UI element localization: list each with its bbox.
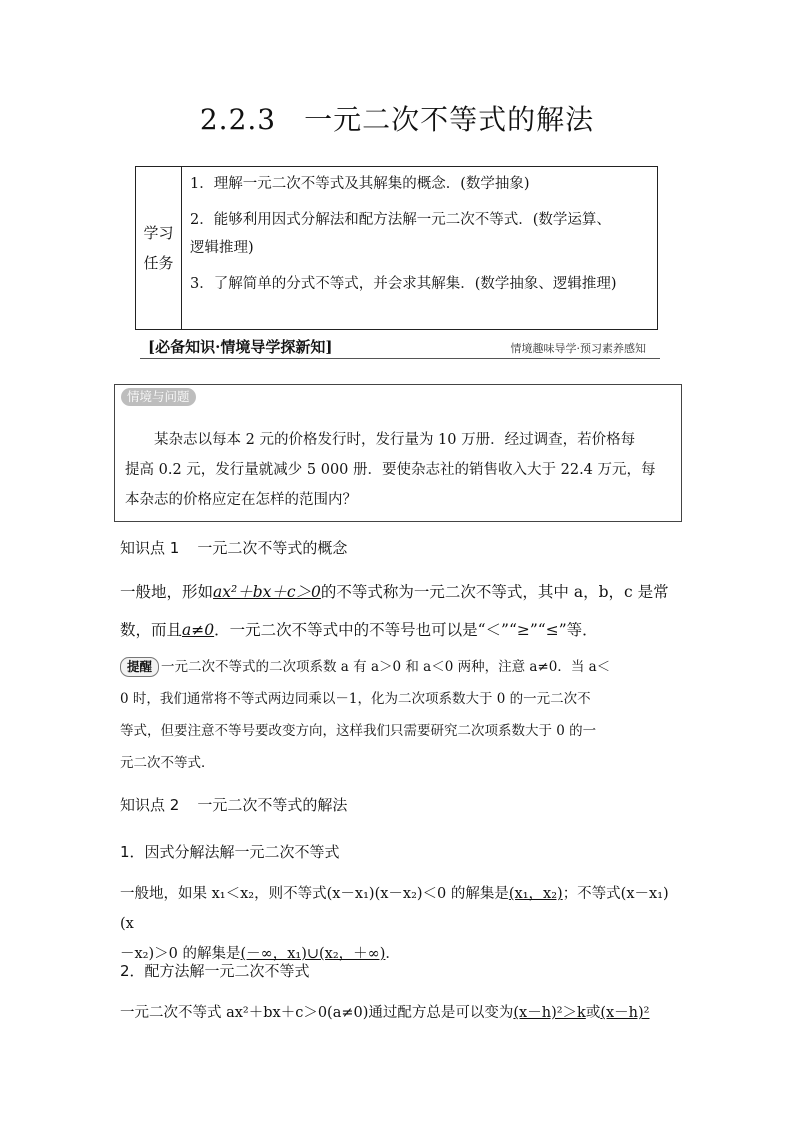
fill-blank-answer: ax²＋bx＋c＞0 xyxy=(213,583,321,601)
fill-blank-answer: (x－h)²＞k xyxy=(513,1005,586,1021)
section-number: 2.2.3 xyxy=(199,103,277,136)
section-title: 一元二次不等式的解法 xyxy=(304,103,595,136)
text-run: ． xyxy=(385,946,400,962)
tip-line-1 xyxy=(120,651,678,683)
fill-blank-answer: (－∞，x₁)∪(x₂，＋∞) xyxy=(240,946,386,962)
task-item-1: 1．理解一元二次不等式及其解集的概念．(数学抽象) xyxy=(190,176,530,192)
kp1-line-1 xyxy=(120,577,676,607)
scenario-tag: 情境与问题 xyxy=(121,388,196,406)
fill-blank-answer: (x₁，x₂) xyxy=(508,886,563,902)
text-run: 一元二次不等式 ax²＋bx＋c＞0(a≠0)通过配方总是可以变为 xyxy=(120,1005,514,1021)
text-run: 一般地，形如 xyxy=(120,583,214,601)
tip-line-4: 元二次不等式． xyxy=(120,755,215,771)
text-run: 的不等式称为一元二次不等式，其中 a，b，c 是常 xyxy=(320,583,669,601)
task-item-3: 3．了解简单的分式不等式，并会求其解集．(数学抽象、逻辑推理) xyxy=(190,276,617,292)
kp2-subheading-2: 2．配方法解一元二次不等式 xyxy=(120,962,310,980)
label-line-2: 任务 xyxy=(143,254,174,272)
factor-line-1 xyxy=(120,879,676,939)
task-item-2-line-1: 2．能够利用因式分解法和配方法解一元二次不等式．(数学运算、 xyxy=(190,212,611,228)
text-run: －x₂)＞0 的解集是 xyxy=(120,946,241,962)
kp1-line-2 xyxy=(120,615,676,645)
kp1-title: 一元二次不等式的概念 xyxy=(197,539,348,557)
scenario-box xyxy=(114,384,682,522)
banner-subtitle: 情境趣味导学·预习素养感知 xyxy=(510,342,646,355)
page-title xyxy=(0,98,794,138)
text-run: 或 xyxy=(585,1005,601,1021)
scenario-line-2: 提高 0.2 元，发行量就减少 5 000 册．要使杂志社的销售收入大于 22.4 万元，每 xyxy=(125,462,656,478)
banner-title: [必备知识·情境导学探新知] xyxy=(148,338,333,356)
tip-tag: 提醒 xyxy=(120,657,159,677)
scenario-line-1: 某杂志以每本 2 元的价格发行时，发行量为 10 万册．经过调查，若价格每 xyxy=(154,432,636,448)
kp2-subheading-1: 1．因式分解法解一元二次不等式 xyxy=(120,843,340,861)
text-run: 一元二次不等式的二次项系数 a 有 a＞0 和 a＜0 两种，注意 a≠0．当 a＜ xyxy=(161,659,611,675)
text-run: 一般地，如果 x₁＜x₂，则不等式(x－x₁)(x－x₂)＜0 的解集是 xyxy=(120,886,509,902)
tip-line-2: 0 时，我们通常将不等式两边同乘以－1，化为二次项系数大于 0 的一元二次不 xyxy=(120,691,591,707)
learning-tasks-label xyxy=(136,167,182,329)
tip-line-3: 等式，但要注意不等号要改变方向，这样我们只需要研究二次项系数大于 0 的一 xyxy=(120,723,597,739)
fill-blank-answer: (x－h)² xyxy=(600,1005,650,1021)
text-run: 数，而且 xyxy=(120,621,183,639)
section-banner xyxy=(140,336,660,359)
kp2-completing-square xyxy=(120,998,680,1028)
text-run: ．一元二次不等式中的不等号也可以是“＜”“≥”“≤”等． xyxy=(214,621,598,639)
task-item-2-line-2: 逻辑推理) xyxy=(190,240,254,256)
label-line-1: 学习 xyxy=(143,224,174,242)
fill-blank-answer: a≠0 xyxy=(182,621,215,639)
scenario-text xyxy=(125,425,673,515)
kp2-title: 一元二次不等式的解法 xyxy=(197,796,348,814)
kp2-factor-method xyxy=(120,879,676,969)
tip-block xyxy=(120,651,678,779)
learning-tasks-table xyxy=(135,166,658,330)
kp2-label: 知识点 2 xyxy=(120,796,180,814)
knowledge-point-2-heading xyxy=(120,794,347,815)
text-run: ；不等式(x－x₁)(x xyxy=(120,886,669,932)
kp1-definition xyxy=(120,577,676,645)
learning-tasks-items xyxy=(182,167,657,329)
knowledge-point-1-heading xyxy=(120,537,347,558)
scenario-line-3: 本杂志的价格应定在怎样的范围内？ xyxy=(125,492,357,508)
kp1-label: 知识点 1 xyxy=(120,539,180,557)
